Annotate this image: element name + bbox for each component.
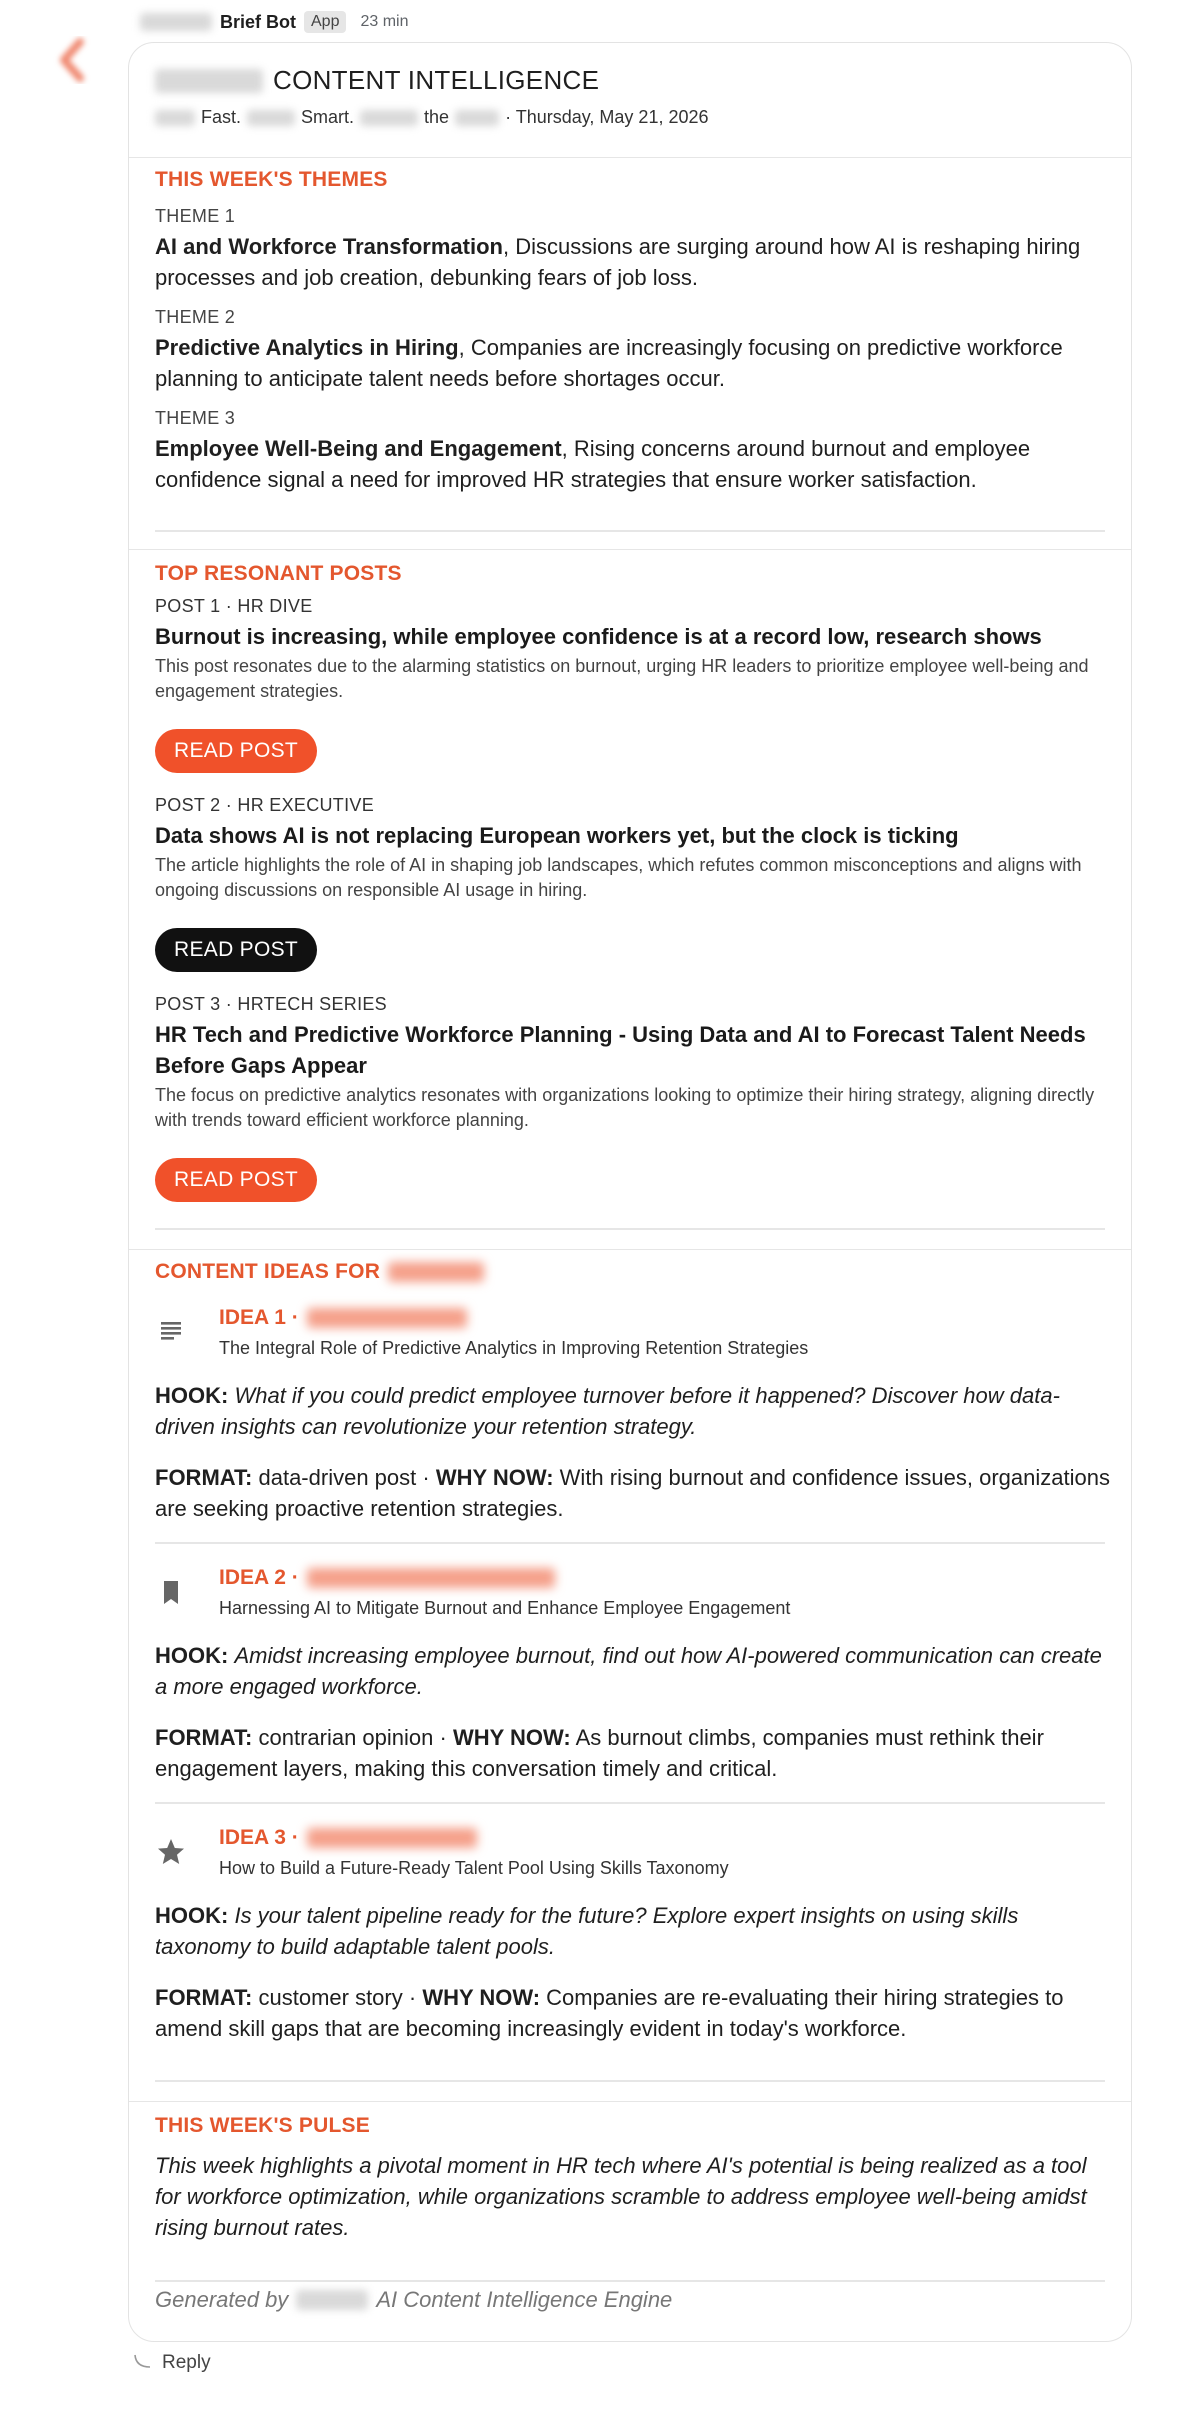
post-description: This post resonates due to the alarming statistics on burnout, urging HR leaders to prioritize employee well-being and engagement strategies. <box>155 656 1089 701</box>
theme-item <box>155 206 1105 293</box>
post-item <box>155 596 1105 773</box>
hook-text: Amidst increasing employee burnout, find out how AI-powered communication can create a more engaged workforce. <box>155 1643 1102 1699</box>
format-text: customer story · <box>258 1985 417 2010</box>
brand-name-redacted <box>155 69 263 93</box>
post-source: POST 1 · HR DIVE <box>155 596 313 616</box>
idea-subtitle: The Integral Role of Predictive Analytics in Improving Retention Strategies <box>219 1338 809 1358</box>
sender-name[interactable]: Brief Bot <box>220 11 296 32</box>
format-text: contrarian opinion · <box>258 1725 447 1750</box>
message-time: 23 min <box>360 13 409 30</box>
header-date: · Thursday, May 21, 2026 <box>505 107 709 127</box>
section-divider <box>155 2080 1105 2082</box>
why-now-label: WHY NOW: <box>435 1465 554 1490</box>
idea-label: IDEA 3 · <box>219 1826 299 1849</box>
idea-tag-redacted <box>307 1308 467 1328</box>
why-now-text: Companies are re-evaluating their hiring strategies to amend skill gaps that are becoming increasingly evident in today's workforce. <box>155 1985 1064 2041</box>
why-now-label: WHY NOW: <box>422 1985 541 2010</box>
tagline-redacted-4 <box>455 110 499 126</box>
hook-label: HOOK: <box>155 1643 229 1668</box>
article-icon <box>155 1314 187 1346</box>
theme-description: , Companies are increasingly focusing on predictive workforce planning to anticipate talent needs before shortages occur. <box>155 335 1063 391</box>
footer-brand-redacted <box>296 2290 368 2310</box>
ideas-heading <box>155 1260 1105 1284</box>
star-icon <box>155 1836 187 1868</box>
card-title-text: CONTENT INTELLIGENCE <box>273 65 600 95</box>
theme-text <box>155 433 1105 495</box>
read-post-button[interactable]: READ POST <box>155 1158 317 1202</box>
section-divider <box>155 1228 1105 1230</box>
idea-subtitle: How to Build a Future-Ready Talent Pool Using Skills Taxonomy <box>219 1858 729 1878</box>
format-label: FORMAT: <box>155 1985 253 2010</box>
theme-title: AI and Workforce Transformation <box>155 234 503 259</box>
idea-format <box>155 1462 1115 1524</box>
idea-title <box>219 1826 477 1850</box>
reply-arrow-icon <box>132 2352 154 2374</box>
read-post-button[interactable]: READ POST <box>155 928 317 972</box>
post-item <box>155 795 1105 972</box>
idea-hook <box>155 1640 1115 1702</box>
hook-label: HOOK: <box>155 1383 229 1408</box>
section-divider <box>155 2280 1105 2282</box>
app-badge: App <box>304 11 346 33</box>
theme-item <box>155 307 1105 394</box>
idea-tag-redacted <box>307 1568 555 1588</box>
tagline-word-smart: Smart. <box>301 107 355 127</box>
why-now-label: WHY NOW: <box>452 1725 571 1750</box>
footer-suffix: AI Content Intelligence Engine <box>376 2287 673 2312</box>
posts-section <box>129 549 1131 1247</box>
themes-section <box>129 157 1131 547</box>
card-subtitle <box>155 107 709 128</box>
post-title: HR Tech and Predictive Workforce Planning - Using Data and AI to Forecast Talent Needs Before Gaps Appear <box>155 1022 1086 1078</box>
bot-avatar-icon[interactable] <box>52 36 92 84</box>
post-description: The focus on predictive analytics resonates with organizations looking to optimize their hiring strategy, aligning directly with trends toward efficient workforce planning. <box>155 1085 1095 1130</box>
idea-hook <box>155 1380 1115 1442</box>
card-title <box>155 65 599 96</box>
footer-text <box>155 2287 672 2313</box>
post-title: Burnout is increasing, while employee confidence is at a record low, research shows <box>155 624 1042 649</box>
theme-description: , Rising concerns around burnout and employee confidence signal a need for improved HR strategies that ensure worker satisfaction. <box>155 436 1031 492</box>
format-label: FORMAT: <box>155 1465 253 1490</box>
post-source: POST 2 · HR EXECUTIVE <box>155 795 375 815</box>
idea-format <box>155 1982 1115 2044</box>
message-header <box>140 8 409 36</box>
theme-label: THEME 1 <box>155 206 236 226</box>
bookmark-icon <box>155 1576 187 1608</box>
idea-title <box>219 1566 555 1590</box>
theme-label: THEME 3 <box>155 408 236 428</box>
theme-label: THEME 2 <box>155 307 236 327</box>
post-source: POST 3 · HRTECH SERIES <box>155 994 387 1014</box>
section-divider <box>155 530 1105 532</box>
sender-prefix-redacted <box>140 13 212 31</box>
idea-divider <box>155 1542 1105 1544</box>
hook-text: What if you could predict employee turnover before it happened? Discover how data-driven insights can revolutionize your retention strategy. <box>155 1383 1060 1439</box>
pulse-section <box>129 2101 1131 2305</box>
idea-divider <box>155 1802 1105 1804</box>
idea-label: IDEA 1 · <box>219 1306 299 1329</box>
reply-link[interactable] <box>132 2352 211 2374</box>
reply-label[interactable]: Reply <box>162 2352 211 2373</box>
post-item <box>155 994 1105 1202</box>
brief-card <box>128 42 1132 2342</box>
tagline-word-the: the <box>424 107 450 127</box>
pulse-text: This week highlights a pivotal moment in HR tech where AI's potential is being realized as a tool for workforce optimization, while organizations scramble to address employee well-being amidst rising burnout rates. <box>155 2153 1087 2240</box>
idea-hook <box>155 1900 1115 1962</box>
hook-text: Is your talent pipeline ready for the future? Explore expert insights on using skills taxonomy to build adaptable talent pools. <box>155 1903 1019 1959</box>
ideas-section <box>129 1249 1131 2099</box>
idea-label: IDEA 2 · <box>219 1566 299 1589</box>
tagline-redacted-1 <box>155 110 195 126</box>
format-text: data-driven post · <box>258 1465 430 1490</box>
pulse-heading: THIS WEEK'S PULSE <box>155 2114 370 2137</box>
posts-heading: TOP RESONANT POSTS <box>155 562 402 585</box>
idea-format <box>155 1722 1115 1784</box>
footer-prefix: Generated by <box>155 2287 289 2312</box>
card-footer <box>155 2287 672 2313</box>
why-now-text: As burnout climbs, companies must rethink their engagement layers, making this conversation timely and critical. <box>155 1725 1044 1781</box>
post-description: The article highlights the role of AI in shaping job landscapes, which refutes common misconceptions and aligns with ongoing discussions on responsible AI usage in hiring. <box>155 855 1082 900</box>
theme-item <box>155 408 1105 495</box>
idea-subtitle: Harnessing AI to Mitigate Burnout and Enhance Employee Engagement <box>219 1598 791 1618</box>
idea-tag-redacted <box>307 1828 477 1848</box>
read-post-button[interactable]: READ POST <box>155 729 317 773</box>
theme-text <box>155 231 1105 293</box>
idea-title <box>219 1306 467 1330</box>
theme-text <box>155 332 1105 394</box>
format-label: FORMAT: <box>155 1725 253 1750</box>
why-now-text: With rising burnout and confidence issues, organizations are seeking proactive retention strategies. <box>155 1465 1110 1521</box>
ideas-heading-text: CONTENT IDEAS FOR <box>155 1260 381 1283</box>
tagline-word-fast: Fast. <box>201 107 242 127</box>
client-name-redacted <box>388 1262 484 1282</box>
theme-description: , Discussions are surging around how AI is reshaping hiring processes and job creation, debunking fears of job loss. <box>155 234 1081 290</box>
post-title: Data shows AI is not replacing European workers yet, but the clock is ticking <box>155 823 959 848</box>
theme-title: Employee Well-Being and Engagement <box>155 436 562 461</box>
tagline-redacted-2 <box>247 110 295 126</box>
themes-heading: THIS WEEK'S THEMES <box>155 168 388 191</box>
theme-title: Predictive Analytics in Hiring <box>155 335 459 360</box>
tagline-redacted-3 <box>360 110 418 126</box>
hook-label: HOOK: <box>155 1903 229 1928</box>
